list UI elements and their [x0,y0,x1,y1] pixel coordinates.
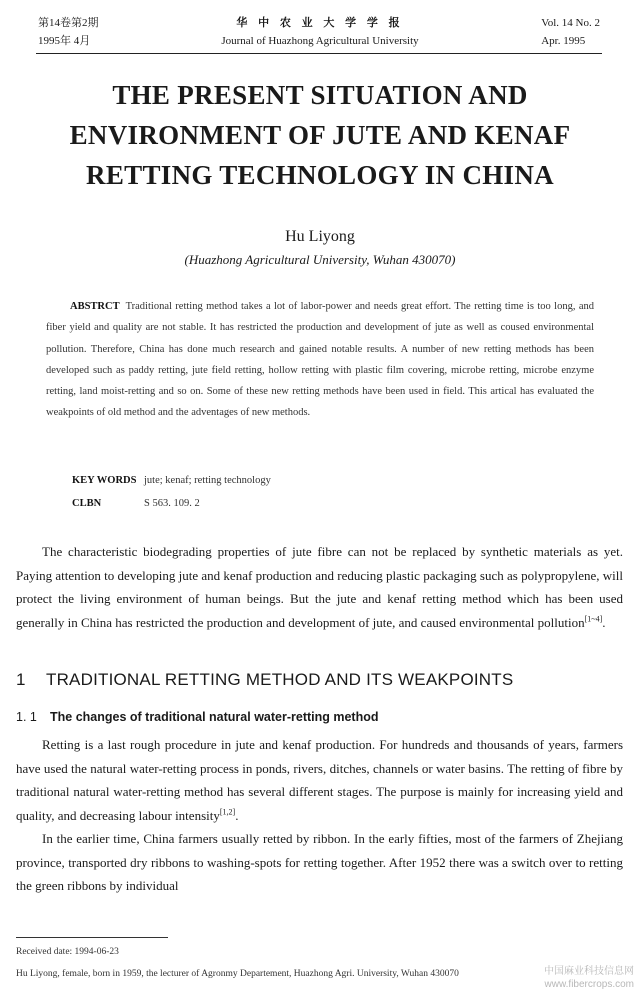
issue-date-en: Apr. 1995 [541,35,586,47]
subsection-heading [16,710,379,724]
intro-period: . [602,614,606,630]
intro-paragraph [16,540,623,634]
header-rule [36,53,602,54]
para2-text: Retting is a last rough procedure in jute and kenaf production. For hundreds and thousands of years, farmers have used the natural water-retting process in ponds, rivers, ditches, channels or water basins. The retting of fibre by traditional natural water-retting method has several different stages. The purpose is mainly for increasing yield and quality, and decreasing labour intensity [16,737,623,823]
journal-name-cn: 华 中 农 业 大 学 学 报 [236,17,404,29]
abstract-text: Traditional retting method takes a lot of labor-power and needs great effort. The retting time is too long, and fiber yield and quality are not stable. It has restricted the production and development of jute as well as coused environmental pollution. Therefore, China has done much research and gained notable results. A number of new retting methods has been developed such as paddy retting, jute field retting, hollow retting with plastic film covering, microbe retting, microbe enzyme retting, land moist-retting and so on. Some of these new retting methods have been used in field. This artical has evaluated the weakpoints of old method and the adventages of new methods. [46,301,594,419]
journal-name-en: Journal of Huazhong Agricultural University [221,35,419,47]
title-line-2: ENVIRONMENT OF JUTE AND KENAF [69,120,571,150]
journal-issue-en [541,14,600,50]
title-line-1: THE PRESENT SITUATION AND [112,80,528,110]
body-paragraphs [16,733,623,898]
classification [72,498,200,509]
subsection-title: The changes of traditional natural water-retting method [50,710,379,724]
issue-volume-en: Vol. 14 No. 2 [541,17,600,29]
section-number: 1 [16,670,26,689]
watermark [544,965,634,991]
abstract-label: ABSTRCT [70,301,120,312]
watermark-url: www.fibercrops.com [544,979,634,990]
author-name: Hu Liyong [285,228,355,245]
clbn-value: S 563. 109. 2 [144,498,200,509]
section-heading [16,670,513,690]
keywords [72,475,271,486]
paragraph-retting-history [16,733,623,827]
para2-period: . [235,807,239,823]
paper-title [40,75,600,195]
title-line-3: RETTING TECHNOLOGY IN CHINA [86,160,554,190]
footnote-received: Received date: 1994-06-23 [16,947,119,957]
issue-volume-cn: 第14卷第2期 [38,17,99,29]
footnote-rule [16,937,168,938]
watermark-site-name: 中国麻业科技信息网 [544,966,634,977]
intro-citation: [1~4] [584,614,603,624]
paragraph-earlier-time: In the earlier time, China farmers usually retted by ribbon. In the early fifties, most of the farmers of Zhejiang province, transported dry ribbons to washing-spots for retting together. After 1952 there was a switch over to retting the green ribbons by individual [16,831,623,893]
author-affiliation: (Huazhong Agricultural University, Wuhan 430070) [184,252,456,267]
issue-date-cn: 1995年 4月 [38,35,91,47]
section-title: TRADITIONAL RETTING METHOD AND ITS WEAKPOINTS [46,670,514,689]
clbn-label: CLBN [72,498,102,509]
keywords-value: jute; kenaf; retting technology [144,475,271,486]
footnote-author: Hu Liyong, female, born in 1959, the lecturer of Agronmy Departement, Huazhong Agri. University, Wuhan 430070 [16,969,459,979]
keywords-label: KEY WORDS [72,475,137,486]
subsection-number: 1. 1 [16,710,37,724]
intro-text: The characteristic biodegrading properties of jute fibre can not be replaced by synthetic materials as yet. Paying attention to developing jute and kenaf production and reducing plastic packaging such as polypropylene, will protect the living environment of human beings. But the jute and kenaf retting method which has been used generally in China has restricted the production and development of jute, and caused environmental pollution [16,544,623,630]
para2-citation: [1,2] [219,807,236,817]
abstract [46,296,594,424]
